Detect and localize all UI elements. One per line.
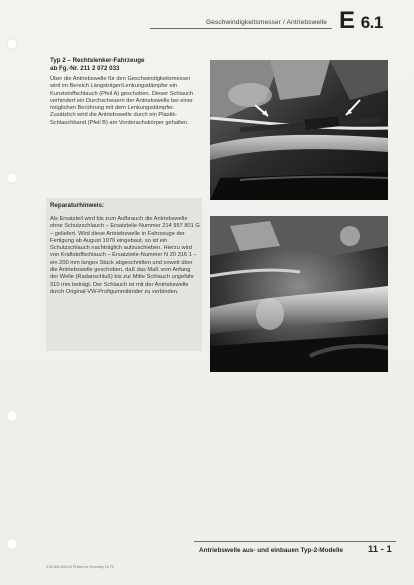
photo-drive-shaft	[210, 216, 388, 372]
section-code	[339, 7, 383, 35]
repair-title: Reparaturhinweis:	[50, 202, 104, 209]
footer-rule	[194, 541, 396, 542]
punch-hole	[6, 410, 18, 422]
punch-hole	[6, 538, 18, 550]
punch-hole	[6, 38, 18, 50]
footer-title: Antriebswelle aus- und einbauen Typ-2-Modelle	[199, 547, 344, 554]
section-number: 6.1	[360, 13, 383, 32]
section-letter: E	[339, 7, 355, 34]
intro-paragraph: Über die Antriebswelle für den Geschwindigkeitsmesser wird im Bereich Längsträger/Lenkungsdämpfer ein Kunststoffschlauch (Pfeil A) geschoben. Dieser Schlauch verhindert ein Durchscheuern der Antriebswelle bei einer möglichen Berührung mit dem Lenkungsdämpfer. Zusätzlich wird die Antriebswelle durch ein Plastik-Schlauchband (Pfeil B) am Vorderachskörper gehalten.	[50, 76, 194, 126]
photo-speedometer-shaft	[210, 60, 388, 200]
page-number: 11 - 1	[368, 544, 392, 555]
intro-title	[50, 57, 200, 73]
header-title: Geschwindigkeitsmesser / Antriebswelle	[206, 19, 328, 26]
imprint: 2.00.800.610.00 Printed in Germany 10.70	[46, 565, 114, 569]
photo-speedometer-shaft-image	[210, 60, 388, 200]
intro-title-line2: ab Fg.-Nr. 211 2 072 033	[50, 65, 120, 73]
punch-hole	[6, 172, 18, 184]
photo-drive-shaft-image	[210, 216, 388, 372]
repair-paragraph: Als Ersatzteil wird bis zum Aufbrauch die Antriebswelle ohne Schutzschlauch – Ersatzteile-Nummer 214 957 801 G – geliefert. Wird diese Antriebswelle in Fahrzeuge der Fertigung ab August 1970 eingebaut, so ist ein Schutzschlauch nachträglich aufzuschieben. Hierzu wird von Kraftstoffschlauch – Ersatzteile-Nummer N 20 316 1 – ein 200 mm langes Stück abgeschnitten und soweit über die Antriebswelle geschoben, daß das Maß vom Anfang der Welle (Radanschluß) bis zur Mitte Schlauch ungefähr 310 mm beträgt. Der Schlauch ist mit der Antriebswelle durch Original-VW-Profigummibinder zu verbinden.	[50, 216, 200, 295]
intro-title-line1: Typ 2 – Rechtslenker-Fahrzeuge	[50, 57, 145, 64]
